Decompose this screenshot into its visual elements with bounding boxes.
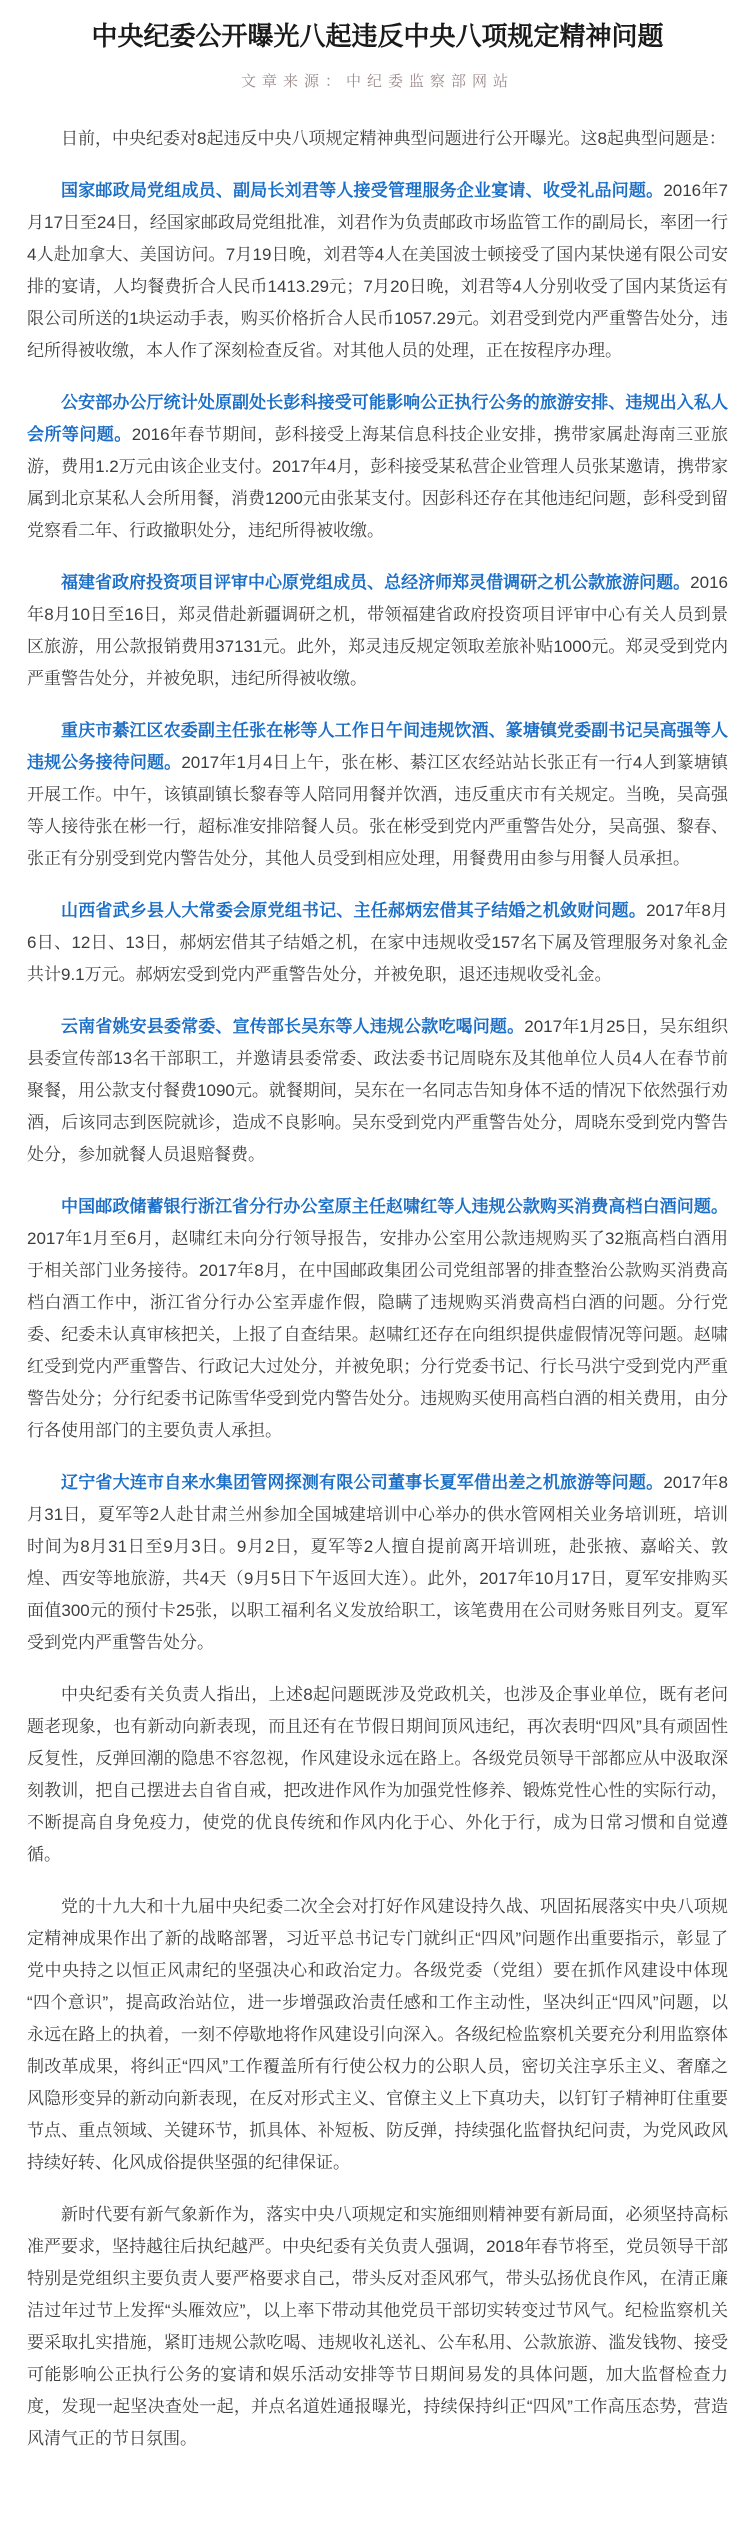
article-content — [27, 123, 728, 2455]
intro-paragraph: 日前，中央纪委对8起违反中央八项规定精神典型问题进行公开曝光。这8起典型问题是： — [61, 128, 726, 148]
case-list — [27, 175, 728, 1659]
closing-paragraph: 党的十九大和十九届中央纪委二次全会对打好作风建设持久战、巩固拓展落实中央八项规定精神成果作出了新的战略部署，习近平总书记专门就纠正“四风”问题作出重要指示，彰显了党中央持之以恒正风肃纪的坚强决心和政治定力。各级党委（党组）要在抓作风建设中体现“四个意识”，提高政治站位，进一步增强政治责任感和工作主动性，坚决纠正“四风”问题，以永远在路上的执着，一刻不停歇地将作风建设引向深入。各级纪检监察机关要充分利用监察体制改革成果，将纠正“四风”工作覆盖所有行使公权力的公职人员，密切关注享乐主义、奢靡之风隐形变异的新动向新表现，在反对形式主义、官僚主义上下真功夫，以钉钉子精神盯住重要节点、重点领域、关键环节，抓具体、补短板、防反弹，持续强化监督执纪问责，为党风政风持续好转、化风成俗提供坚强的纪律保证。 — [27, 1896, 728, 2172]
case-paragraph — [27, 567, 728, 695]
closing-paragraph: 新时代要有新气象新作为，落实中央八项规定和实施细则精神要有新局面，必须坚持高标准严要求，坚持越往后执纪越严。中央纪委有关负责人强调，2018年春节将至，党员领导干部特别是党组织主要负责人要严格要求自己，带头反对歪风邪气，带头弘扬优良作风，在清正廉洁过年过节上发挥“头雁效应”，以上率下带动其他党员干部切实转变过节风气。纪检监察机关要采取扎实措施，紧盯违规公款吃喝、违规收礼送礼、公车私用、公款旅游、滥发钱物、接受可能影响公正执行公务的宴请和娱乐活动安排等节日期间易发的具体问题，加大监督检查力度，发现一起坚决查处一起，并点名道姓通报曝光，持续保持纠正“四风”工作高压态势，营造风清气正的节日氛围。 — [27, 2204, 728, 2448]
closing-paragraph: 中央纪委有关负责人指出，上述8起问题既涉及党政机关，也涉及企事业单位，既有老问题老现象，也有新动向新表现，而且还有在节假日期间顶风违纪，再次表明“四风”具有顽固性反复性，反弹回潮的隐患不容忽视，作风建设永远在路上。各级党员领导干部都应从中汲取深刻教训，把自己摆进去自省自戒，把改进作风作为加强党性修养、锻炼党性心性的实际行动，不断提高自身免疫力，使党的优良传统和作风内化于心、外化于行，成为日常习惯和自觉遵循。 — [27, 1684, 728, 1864]
case-paragraph — [27, 895, 728, 991]
case-headline: 山西省武乡县人大常委会原党组书记、主任郝炳宏借其子结婚之机敛财问题。 — [61, 900, 647, 920]
case-headline: 中国邮政储蓄银行浙江省分行办公室原主任赵啸红等人违规公款购买消费高档白酒问题。 — [61, 1196, 728, 1216]
case-headline: 重庆市綦江区农委副主任张在彬等人工作日午间违规饮酒、篆塘镇党委副书记吴高强等人违规公务接待问题。 — [27, 720, 728, 772]
case-body: 2017年8月31日，夏军等2人赴甘肃兰州参加全国城建培训中心举办的供水管网相关业务培训班，培训时间为8月31日至9月3日。9月2日，夏军等2人擅自提前离开培训班，赴张掖、嘉峪关、敦煌、西安等地旅游，共4天（9月5日下午返回大连）。此外，2017年10月17日，夏军安排购买面值300元的预付卡25张，以职工福利名义发放给职工，该笔费用在公司财务账目列支。夏军受到党内严重警告处分。 — [27, 1472, 729, 1652]
case-paragraph — [27, 1191, 728, 1447]
case-headline: 云南省姚安县委常委、宣传部长吴东等人违规公款吃喝问题。 — [61, 1016, 525, 1036]
case-headline: 福建省政府投资项目评审中心原党组成员、总经济师郑灵借调研之机公款旅游问题。 — [61, 572, 691, 592]
case-body: 2017年1月25日，吴东组织县委宣传部13名干部职工，并邀请县委常委、政法委书记周晓东及其他单位人员4人在春节前聚餐，用公款支付餐费1090元。就餐期间，吴东在一名同志告知身体不适的情况下依然强行劝酒，后该同志到医院就诊，造成不良影响。吴东受到党内严重警告处分，周晓东受到党内警告处分，参加就餐人员退赔餐费。 — [27, 1016, 729, 1164]
page-title: 中央纪委公开曝光八起违反中央八项规定精神问题 — [91, 21, 664, 51]
article-source: 文章来源：中纪委监察部网站 — [240, 73, 514, 90]
case-paragraph — [27, 715, 728, 875]
case-body: 2017年1月至6月，赵啸红未向分行领导报告，安排办公室用公款违规购买了32瓶高档白酒用于相关部门业务接待。2017年8月，在中国邮政集团公司党组部署的排查整治公款购买消费高档白酒工作中，浙江省分行办公室弄虚作假，隐瞒了违规购买消费高档白酒的问题。分行党委、纪委未认真审核把关，上报了自查结果。赵啸红还存在向组织提供虚假情况等问题。赵啸红受到党内严重警告、行政记大过处分，并被免职；分行党委书记、行长马洪宁受到党内严重警告处分；分行纪委书记陈雪华受到党内警告处分。违规购买使用高档白酒的相关费用，由分行各使用部门的主要负责人承担。 — [27, 1228, 728, 1440]
case-headline: 公安部办公厅统计处原副处长彭科接受可能影响公正执行公务的旅游安排、违规出入私人会所等问题。 — [27, 392, 728, 444]
case-paragraph — [27, 175, 728, 367]
case-headline: 国家邮政局党组成员、副局长刘君等人接受管理服务企业宴请、收受礼品问题。 — [61, 180, 664, 200]
case-body: 2017年8月6日、12日、13日，郝炳宏借其子结婚之机，在家中违规收受157名下属及管理服务对象礼金共计9.1万元。郝炳宏受到党内严重警告处分，并被免职，退还违规收受礼金。 — [27, 900, 728, 984]
case-headline: 辽宁省大连市自来水集团管网探测有限公司董事长夏军借出差之机旅游等问题。 — [61, 1472, 664, 1492]
case-paragraph — [27, 1011, 728, 1171]
case-paragraph — [27, 1467, 728, 1659]
closing-paragraphs — [27, 1679, 728, 2455]
case-body: 2016年7月17日至24日，经国家邮政局党组批准，刘君作为负责邮政市场监管工作的副局长，率团一行4人赴加拿大、美国访问。7月19日晚，刘君等4人在美国波士顿接受了国内某快递有限公司安排的宴请，人均餐费折合人民币1413.29元；7月20日晚，刘君等4人分别收受了国内某货运有限公司所送的1块运动手表，购买价格折合人民币1057.29元。刘君受到党内严重警告处分，违纪所得被收缴，本人作了深刻检查反省。对其他人员的处理，正在按程序办理。 — [27, 180, 729, 360]
case-body: 2017年1月4日上午，张在彬、綦江区农经站站长张正有一行4人到篆塘镇开展工作。中午，该镇副镇长黎春等人陪同用餐并饮酒，违反重庆市有关规定。当晚，吴高强等人接待张在彬一行，超标准安排陪餐人员。张在彬受到党内严重警告处分，吴高强、黎春、张正有分别受到党内警告处分，其他人员受到相应处理，用餐费用由参与用餐人员承担。 — [27, 752, 728, 868]
case-paragraph — [27, 387, 728, 547]
case-body: 2016年春节期间，彭科接受上海某信息科技企业安排，携带家属赴海南三亚旅游，费用1.2万元由该企业支付。2017年4月，彭科接受某私营企业管理人员张某邀请，携带家属到北京某私人会所用餐，消费1200元由张某支付。因彭科还存在其他违纪问题，彭科受到留党察看二年、行政撤职处分，违纪所得被收缴。 — [27, 424, 728, 540]
case-body: 2016年8月10日至16日，郑灵借赴新疆调研之机，带领福建省政府投资项目评审中心有关人员到景区旅游，用公款报销费用37131元。此外，郑灵违反规定领取差旅补贴1000元。郑灵受到党内严重警告处分，并被免职，违纪所得被收缴。 — [27, 572, 728, 688]
